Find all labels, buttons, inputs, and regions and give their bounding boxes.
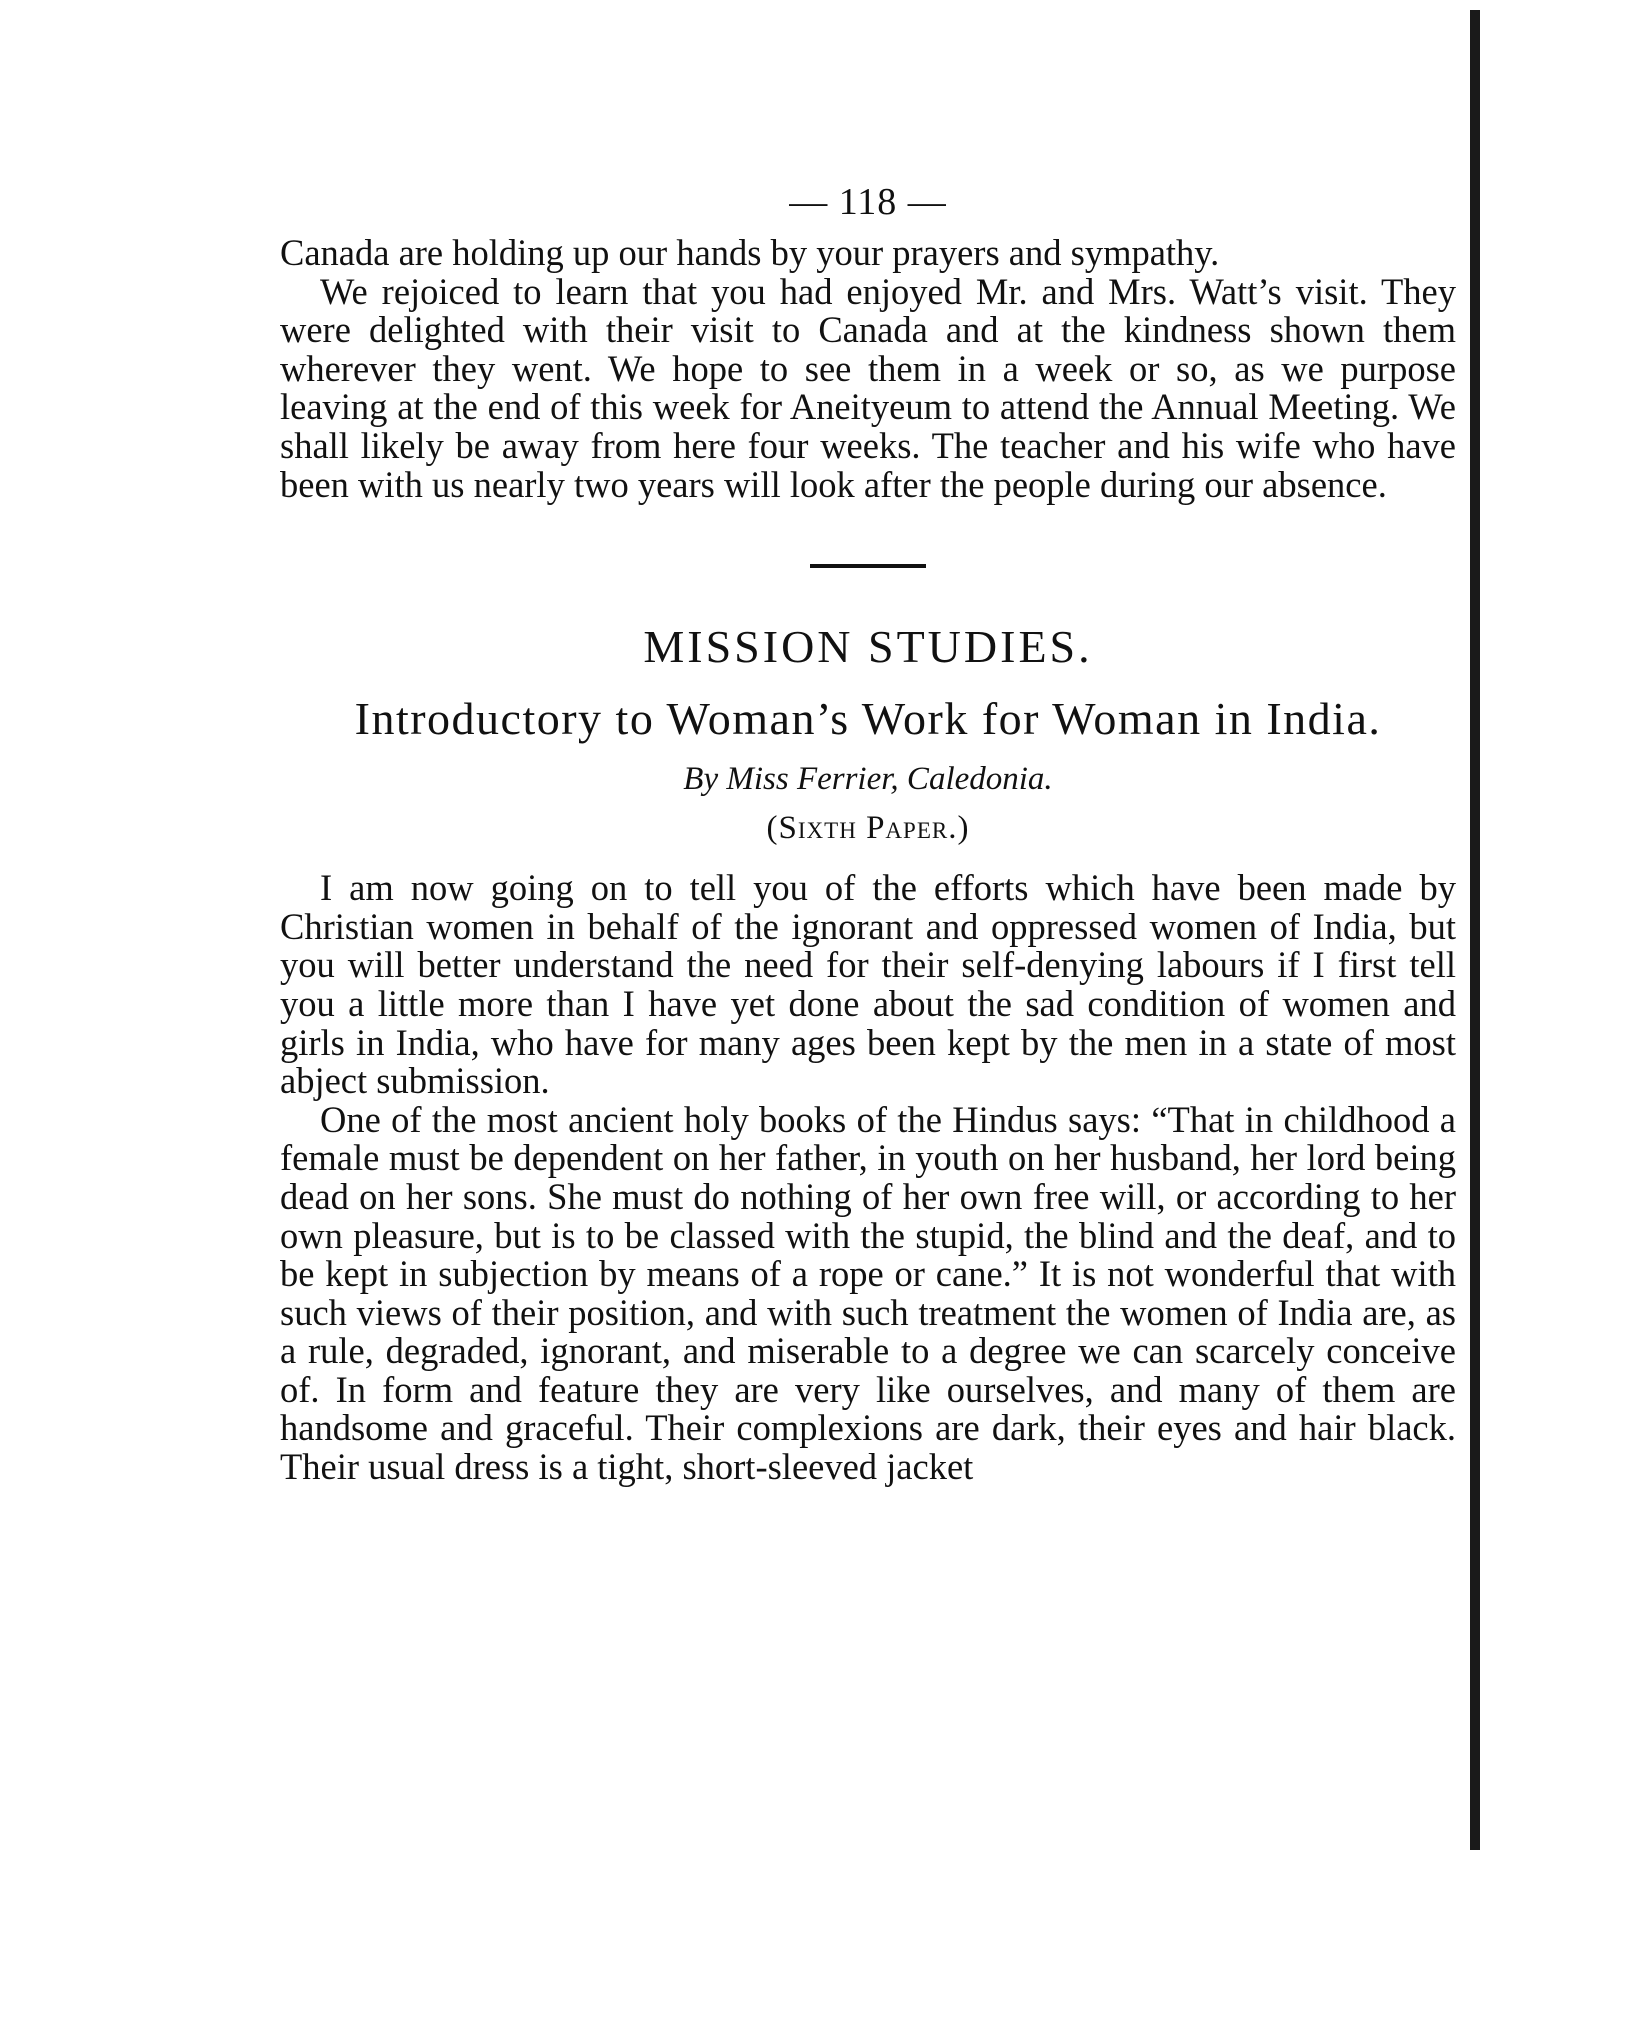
- page-number: — 118 —: [789, 181, 947, 223]
- letter-paragraph-2: We rejoiced to learn that you had enjoyed Mr. and Mrs. Watt’s visit. They were delighted with their visit to Canada and at the kindness shown them wherever they went. We hope to see them in a week or so, as we purpose leaving at the end of this week for Aneityeum to attend the Annual Meeting. We shall likely be away from here four weeks. The teacher and his wife who have been with us nearly two years will look after the people during our absence.: [280, 270, 1456, 505]
- section-title: MISSION STUDIES.: [643, 621, 1093, 673]
- article-title: Introductory to Woman’s Work for Woman in India.: [354, 693, 1382, 745]
- article-paragraph-2: One of the most ancient holy books of the Hindus says: “That in childhood a female must be dependent on her father, in youth on her husband, her lord being dead on her sons. She must do nothing of her own free will, or according to her own pleasure, but is to be classed with the stupid, the blind and the deaf, and to be kept in subjection by means of a rope or cane.” It is not wonderful that with such views of their position, and with such treatment the women of India are, as a rule, degraded, ignorant, and miserable to a degree we can scarcely conceive of. In form and feature they are very like ourselves, and many of them are handsome and graceful. Their complexions are dark, their eyes and hair black. Their usual dress is a tight, short-sleeved jacket: [280, 1098, 1456, 1488]
- article-body: [280, 869, 1456, 1487]
- page-edge-shadow: [1470, 10, 1480, 1850]
- section-divider: [810, 564, 926, 568]
- continued-letter: [280, 234, 1456, 504]
- text-column: [280, 180, 1456, 1487]
- byline: By Miss Ferrier, Caledonia.: [683, 761, 1053, 798]
- article-paragraph-1: I am now going on to tell you of the efforts which have been made by Christian women in behalf of the ignorant and oppressed women of India, but you will better understand the need for their self-denying labours if I first tell you a little more than I have yet done about the sad condition of women and girls in India, who have for many ages been kept by the men in a state of most abject submission.: [280, 867, 1456, 1102]
- letter-paragraph-1: Canada are holding up our hands by your prayers and sympathy.: [280, 232, 1220, 273]
- paper-label: (Sixth Paper.): [766, 810, 970, 847]
